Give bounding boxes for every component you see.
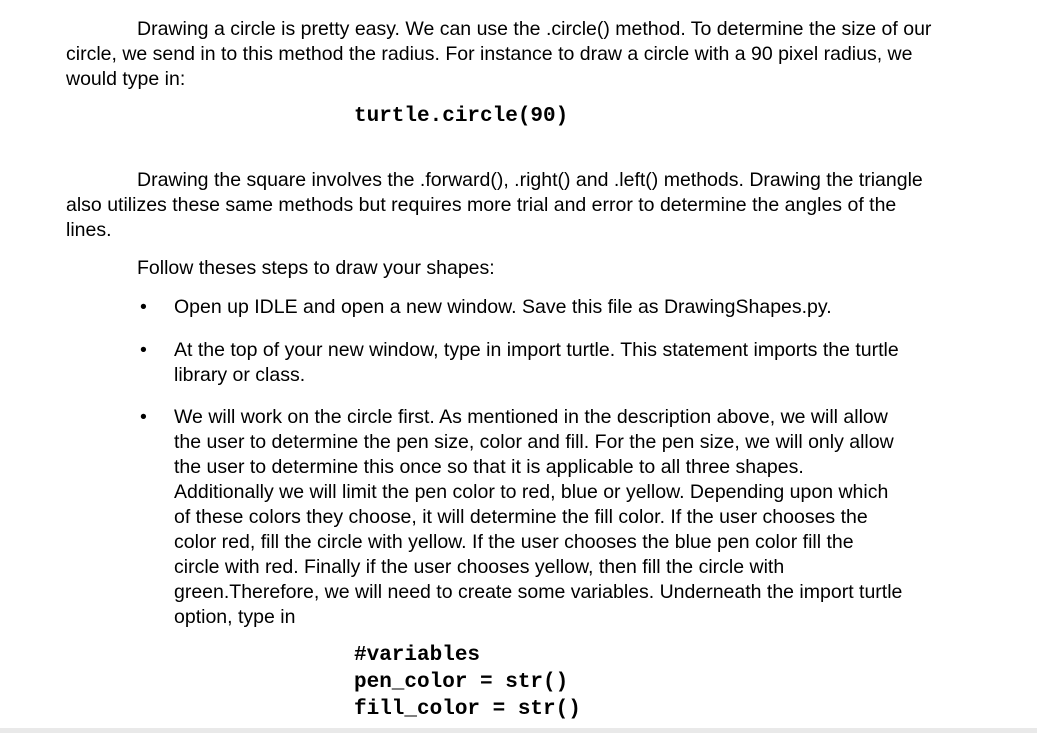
step-text-3: We will work on the circle first. As mentioned in the description above, we will allow the user to determine the pen size, color and fill. For the pen size, we will only allow the user to determine this once so that it is applicable to all three shapes. Additionally we will limit the pen color to red, blue or yellow. Depending upon which of these colors they choose, it will determine the fill color. If the user chooses the color red, fill the circle with yellow. If the user chooses the blue pen color fill the circle with red. Finally if the user chooses yellow, then fill the circle with green.Therefore, we will need to create some variables. Underneath the import turtle option, type in [174, 406, 903, 628]
step-text-2: At the top of your new window, type in import turtle. This statement imports the turtle library or class. [174, 339, 899, 386]
steps-heading: Follow theses steps to draw your shapes: [137, 257, 495, 279]
bullet-icon: • [140, 339, 147, 361]
fill-color-code-line: fill_color = str() [354, 698, 581, 721]
page-bottom-edge [0, 728, 1037, 733]
step-text-1: Open up IDLE and open a new window. Save this file as DrawingShapes.py. [174, 296, 832, 318]
bullet-icon: • [140, 296, 147, 318]
bullet-icon: • [140, 406, 147, 428]
pen-color-code-line: pen_color = str() [354, 671, 569, 694]
square-paragraph: Drawing the square involves the .forward(), .right() and .left() methods. Drawing the triangle also utilizes these same methods but requires more trial and error to determine the angles of the lines. [66, 169, 923, 241]
variables-comment-line: #variables [354, 644, 481, 667]
intro-paragraph: Drawing a circle is pretty easy. We can use the .circle() method. To determine the size of our circle, we send in to this method the radius. For instance to draw a circle with a 90 pixel radius, we would type in: [66, 18, 932, 90]
circle-code-line: turtle.circle(90) [354, 105, 569, 128]
